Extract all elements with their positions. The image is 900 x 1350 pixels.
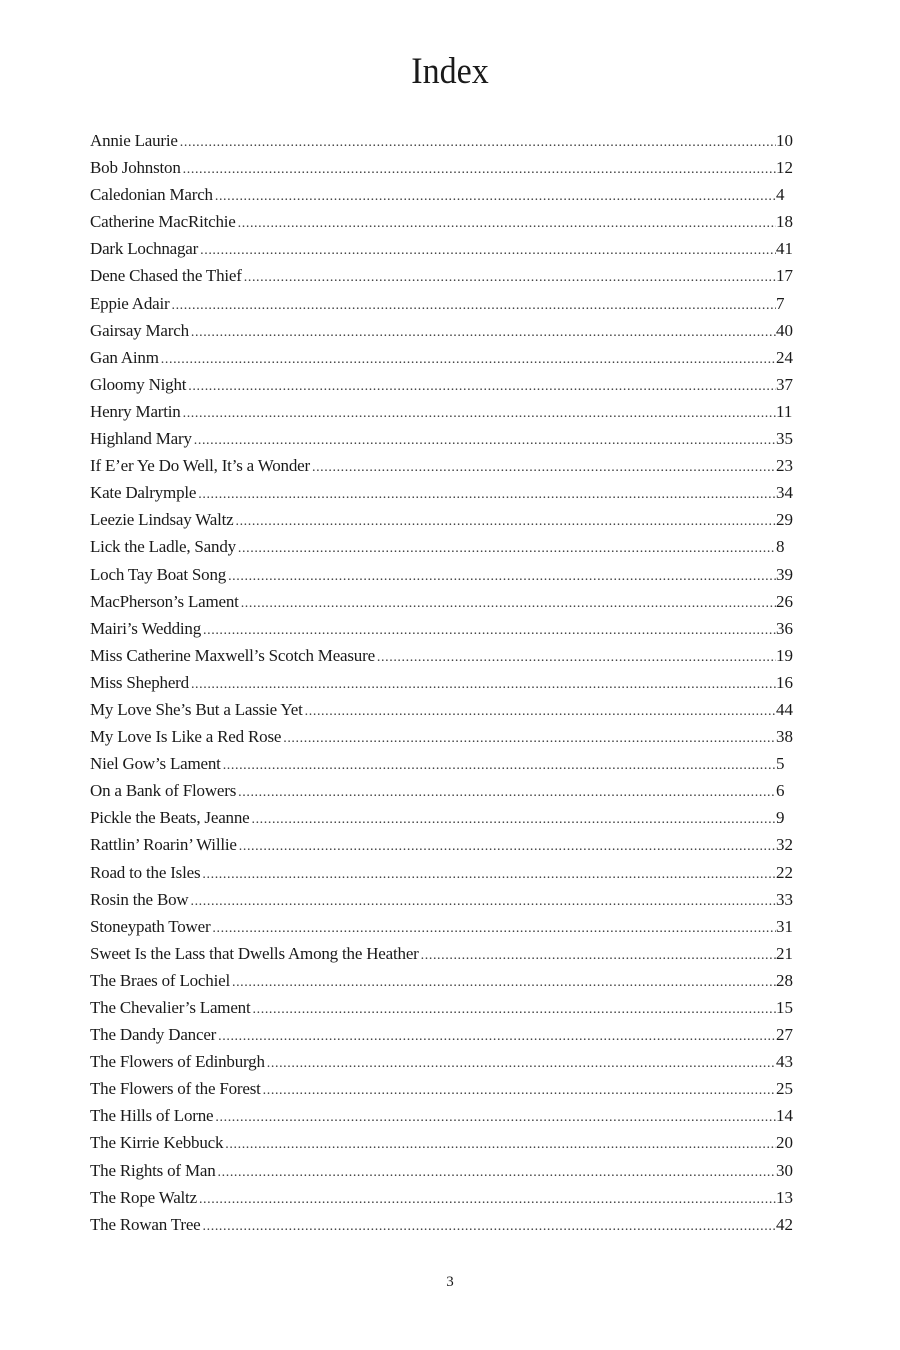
dot-leader bbox=[218, 1159, 776, 1186]
dot-leader bbox=[235, 508, 776, 535]
index-entry-page: 13 bbox=[776, 1187, 793, 1207]
index-entry bbox=[90, 208, 804, 235]
dot-leader bbox=[228, 563, 776, 590]
index-entry bbox=[90, 317, 804, 344]
index-entry-title: Miss Catherine Maxwell’s Scotch Measure bbox=[90, 645, 375, 665]
index-entry-page: 28 bbox=[776, 970, 793, 990]
index-entry bbox=[90, 181, 804, 208]
page-title: Index bbox=[411, 51, 489, 92]
index-entry-page: 6 bbox=[776, 781, 785, 801]
index-entry bbox=[90, 696, 804, 723]
dot-leader bbox=[180, 129, 776, 156]
index-list bbox=[90, 127, 804, 1238]
dot-leader bbox=[191, 671, 776, 698]
index-entry bbox=[90, 262, 804, 289]
index-entry bbox=[90, 1102, 804, 1129]
index-entry-page: 20 bbox=[776, 1133, 793, 1153]
index-entry-page: 19 bbox=[776, 645, 793, 665]
index-entry bbox=[90, 425, 804, 452]
index-entry-title: Bob Johnston bbox=[90, 158, 181, 178]
dot-leader bbox=[161, 346, 776, 373]
dot-leader bbox=[194, 427, 776, 454]
index-entry bbox=[90, 533, 804, 560]
index-entry-title: The Chevalier’s Lament bbox=[90, 998, 251, 1017]
index-entry-page: 17 bbox=[776, 266, 793, 286]
index-entry-title: My Love Is Like a Red Rose bbox=[90, 727, 282, 747]
index-entry-page: 7 bbox=[776, 293, 785, 313]
index-entry-title: Gloomy Night bbox=[90, 374, 187, 394]
dot-leader bbox=[215, 183, 776, 210]
index-entry bbox=[90, 235, 804, 262]
index-entry bbox=[90, 804, 804, 831]
index-entry-title: Niel Gow’s Lament bbox=[90, 754, 221, 774]
dot-leader bbox=[203, 1213, 776, 1240]
index-entry-page: 15 bbox=[776, 998, 793, 1017]
index-entry bbox=[90, 290, 804, 317]
index-entry-page: 32 bbox=[776, 835, 793, 855]
index-entry-page: 22 bbox=[776, 862, 793, 882]
index-entry bbox=[90, 561, 804, 588]
dot-leader bbox=[241, 590, 776, 617]
dot-leader bbox=[305, 698, 776, 725]
index-entry bbox=[90, 1184, 804, 1211]
index-entry bbox=[90, 994, 804, 1021]
index-entry-title: The Kirrie Kebbuck bbox=[90, 1133, 224, 1153]
index-entry bbox=[90, 127, 804, 154]
dot-leader bbox=[267, 1050, 776, 1077]
index-entry-title: If E’er Ye Do Well, It’s a Wonder bbox=[90, 456, 310, 476]
dot-leader bbox=[183, 156, 776, 183]
index-entry-title: The Flowers of Edinburgh bbox=[90, 1052, 265, 1072]
index-entry-title: Road to the Isles bbox=[90, 862, 201, 882]
dot-leader bbox=[190, 888, 776, 915]
dot-leader bbox=[200, 237, 776, 264]
dot-leader bbox=[171, 292, 776, 319]
index-entry bbox=[90, 398, 804, 425]
index-entry bbox=[90, 777, 804, 804]
dot-leader bbox=[225, 1131, 776, 1158]
dot-leader bbox=[244, 264, 776, 291]
index-entry bbox=[90, 371, 804, 398]
index-entry-title: Leezie Lindsay Waltz bbox=[90, 510, 234, 530]
index-entry-page: 4 bbox=[776, 185, 785, 205]
index-entry-page: 29 bbox=[776, 510, 793, 530]
index-entry bbox=[90, 859, 804, 886]
index-entry-title: The Dandy Dancer bbox=[90, 1025, 217, 1045]
dot-leader bbox=[203, 617, 776, 644]
index-entry bbox=[90, 1048, 804, 1075]
dot-leader bbox=[421, 942, 776, 969]
index-entry-title: Catherine MacRitchie bbox=[90, 212, 236, 232]
index-entry bbox=[90, 913, 804, 940]
index-entry-title: The Flowers of the Forest bbox=[90, 1079, 261, 1099]
index-entry-page: 16 bbox=[776, 672, 793, 692]
index-entry-page: 38 bbox=[776, 727, 793, 747]
index-entry bbox=[90, 642, 804, 669]
index-entry bbox=[90, 506, 804, 533]
index-entry-title: The Rope Waltz bbox=[90, 1187, 197, 1207]
index-entry-page: 31 bbox=[776, 916, 793, 936]
dot-leader bbox=[218, 1023, 776, 1050]
dot-leader bbox=[212, 915, 776, 942]
index-entry-page: 44 bbox=[776, 699, 793, 719]
index-entry-title: Rattlin’ Roarin’ Willie bbox=[90, 835, 237, 855]
index-entry-title: Kate Dalrymple bbox=[90, 483, 197, 503]
index-entry-page: 27 bbox=[776, 1025, 793, 1045]
dot-leader bbox=[377, 644, 776, 671]
index-entry-page: 33 bbox=[776, 889, 793, 909]
dot-leader bbox=[215, 1104, 776, 1131]
index-entry-page: 23 bbox=[776, 456, 793, 476]
index-entry-title: Caledonian March bbox=[90, 185, 213, 205]
index-entry-title: Stoneypath Tower bbox=[90, 916, 211, 936]
index-entry-title: MacPherson’s Lament bbox=[90, 591, 239, 611]
dot-leader bbox=[191, 319, 776, 346]
index-entry bbox=[90, 669, 804, 696]
dot-leader bbox=[198, 481, 776, 508]
index-entry bbox=[90, 831, 804, 858]
index-entry-title: Mairi’s Wedding bbox=[90, 618, 202, 638]
index-entry bbox=[90, 1075, 804, 1102]
index-entry-page: 12 bbox=[776, 158, 793, 178]
index-entry-title: My Love She’s But a Lassie Yet bbox=[90, 699, 303, 719]
dot-leader bbox=[263, 1077, 776, 1104]
index-entry-title: Gairsay March bbox=[90, 320, 189, 340]
index-entry bbox=[90, 723, 804, 750]
dot-leader bbox=[188, 373, 776, 400]
index-entry bbox=[90, 1211, 804, 1238]
index-entry-title: The Braes of Lochiel bbox=[90, 970, 230, 990]
index-entry-title: Gan Ainm bbox=[90, 347, 159, 367]
index-entry-title: The Rights of Man bbox=[90, 1160, 216, 1180]
index-entry-title: On a Bank of Flowers bbox=[90, 781, 237, 801]
index-entry-page: 35 bbox=[776, 429, 793, 449]
index-entry-title: Pickle the Beats, Jeanne bbox=[90, 808, 250, 828]
index-entry-title: Rosin the Bow bbox=[90, 889, 189, 909]
index-entry-title: Sweet Is the Lass that Dwells Among the Heather bbox=[90, 943, 419, 963]
index-entry bbox=[90, 750, 804, 777]
index-entry-page: 8 bbox=[776, 537, 785, 557]
index-entry-page: 10 bbox=[776, 131, 793, 150]
dot-leader bbox=[238, 779, 776, 806]
index-entry-title: Dene Chased the Thief bbox=[90, 266, 242, 286]
dot-leader bbox=[223, 752, 776, 779]
index-entry bbox=[90, 154, 804, 181]
index-entry-page: 24 bbox=[776, 347, 793, 367]
index-entry bbox=[90, 344, 804, 371]
index-entry-page: 36 bbox=[776, 618, 793, 638]
dot-leader bbox=[238, 535, 776, 562]
index-entry-page: 11 bbox=[776, 401, 793, 421]
index-entry-title: Henry Martin bbox=[90, 401, 181, 421]
index-entry-page: 41 bbox=[776, 239, 793, 259]
index-entry-page: 18 bbox=[776, 212, 793, 232]
index-entry-title: Miss Shepherd bbox=[90, 672, 189, 692]
index-entry-title: Dark Lochnagar bbox=[90, 239, 199, 259]
dot-leader bbox=[199, 1186, 776, 1213]
index-entry-page: 40 bbox=[776, 320, 793, 340]
index-entry-page: 43 bbox=[776, 1052, 793, 1072]
index-entry-page: 26 bbox=[776, 591, 793, 611]
index-entry-page: 42 bbox=[776, 1214, 793, 1234]
dot-leader bbox=[232, 969, 776, 996]
index-entry-page: 21 bbox=[776, 943, 793, 963]
dot-leader bbox=[253, 996, 776, 1023]
index-entry bbox=[90, 615, 804, 642]
index-entry bbox=[90, 1157, 804, 1184]
index-entry bbox=[90, 886, 804, 913]
dot-leader bbox=[202, 861, 776, 888]
index-entry-title: Lick the Ladle, Sandy bbox=[90, 537, 236, 557]
index-entry-title: Highland Mary bbox=[90, 429, 192, 449]
index-entry-page: 39 bbox=[776, 564, 793, 584]
index-entry-page: 25 bbox=[776, 1079, 793, 1099]
index-entry-title: Eppie Adair bbox=[90, 293, 170, 313]
index-entry bbox=[90, 1129, 804, 1156]
dot-leader bbox=[239, 833, 776, 860]
page-number: 3 bbox=[446, 1274, 454, 1290]
index-entry bbox=[90, 940, 804, 967]
index-entry-page: 5 bbox=[776, 754, 785, 774]
index-entry-page: 9 bbox=[776, 808, 785, 828]
index-entry-title: The Hills of Lorne bbox=[90, 1106, 214, 1126]
dot-leader bbox=[238, 210, 776, 237]
index-entry-title: Loch Tay Boat Song bbox=[90, 564, 227, 584]
index-entry bbox=[90, 479, 804, 506]
dot-leader bbox=[183, 400, 776, 427]
index-entry-title: The Rowan Tree bbox=[90, 1214, 201, 1234]
index-entry bbox=[90, 452, 804, 479]
index-entry-page: 14 bbox=[776, 1106, 793, 1126]
dot-leader bbox=[312, 454, 776, 481]
index-entry bbox=[90, 967, 804, 994]
dot-leader bbox=[283, 725, 776, 752]
index-entry-page: 37 bbox=[776, 374, 793, 394]
index-entry-title: Annie Laurie bbox=[90, 131, 178, 150]
index-entry bbox=[90, 588, 804, 615]
index-entry bbox=[90, 1021, 804, 1048]
dot-leader bbox=[251, 806, 776, 833]
index-entry-page: 34 bbox=[776, 483, 793, 503]
index-entry-page: 30 bbox=[776, 1160, 793, 1180]
